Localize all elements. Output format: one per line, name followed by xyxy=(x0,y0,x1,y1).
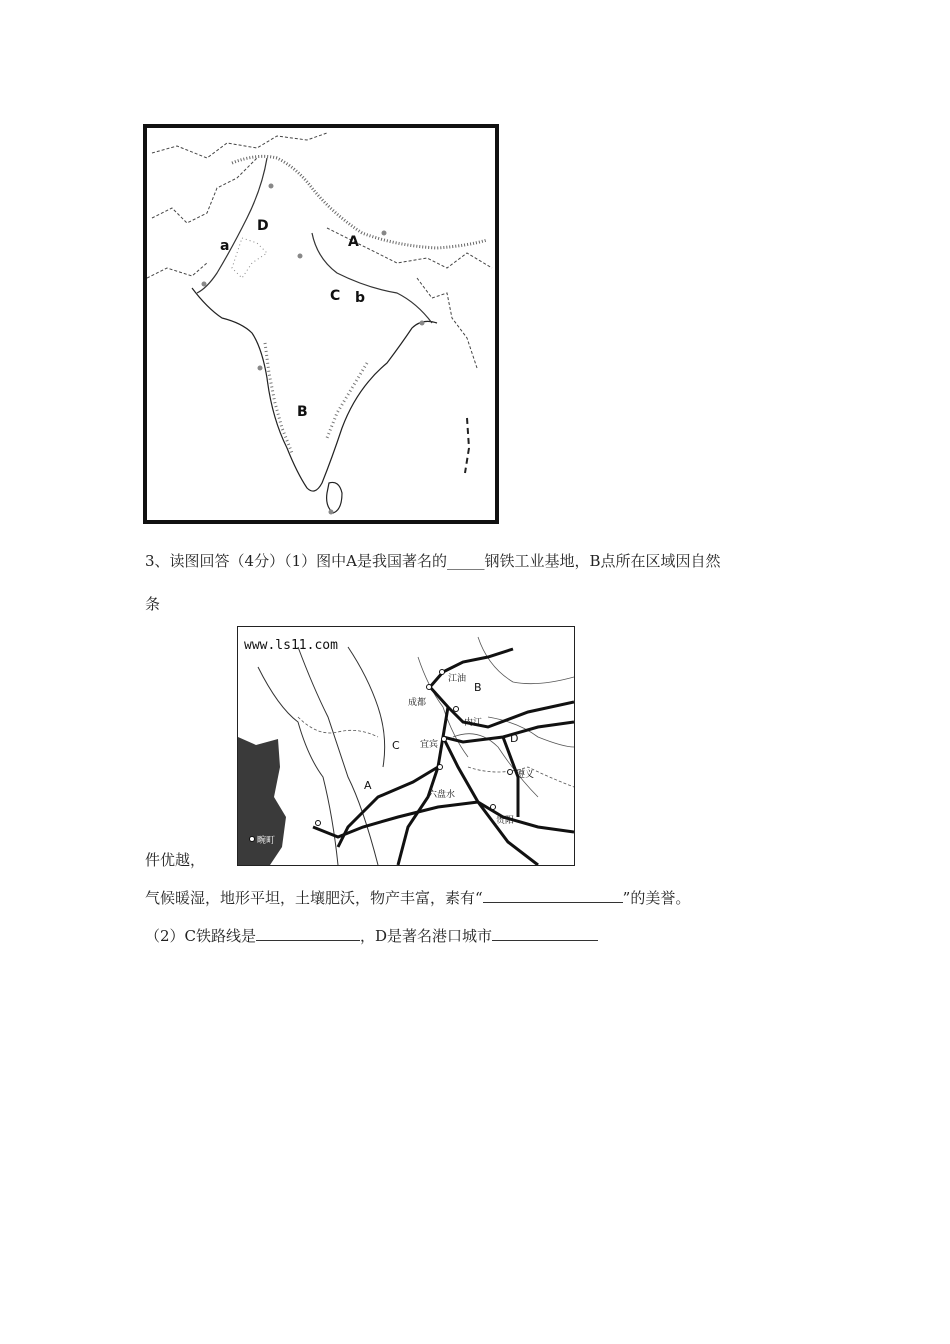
question-line-2: 条 xyxy=(145,595,161,613)
south-asia-map xyxy=(143,124,499,524)
map2-label-A: A xyxy=(364,779,372,792)
map2-watermark: www.ls11.com xyxy=(244,638,338,653)
map2-label-D: D xyxy=(510,732,519,745)
map1-label-A: A xyxy=(348,234,359,250)
answer-blank-railway[interactable] xyxy=(256,926,360,941)
question-line-5 xyxy=(145,926,598,946)
city-chengdu: 成都 xyxy=(408,698,427,708)
question-line-3: 件优越， xyxy=(145,851,206,869)
question-line-4-prefix: 气候暖湿，地形平坦，土壤肥沃，物产丰富，素有“ xyxy=(145,889,483,907)
question-line-4 xyxy=(145,888,690,908)
question-line-4-suffix: ”的美誉。 xyxy=(622,889,691,907)
question-line-5-prefix: （2）C铁路线是 xyxy=(145,927,257,945)
city-yibin: 宜宾 xyxy=(420,740,439,750)
southwest-china-map-svg xyxy=(238,627,574,865)
city-zunyi: 遵义 xyxy=(516,770,535,780)
map1-label-a: a xyxy=(220,238,230,254)
map1-label-C: C xyxy=(330,288,341,304)
map1-label-B: B xyxy=(297,404,308,420)
city-liupanshui: 六盘水 xyxy=(428,790,456,800)
city-wanding: 畹町 xyxy=(257,836,276,846)
answer-blank-nickname[interactable] xyxy=(483,888,623,903)
map2-label-B: B xyxy=(474,681,482,694)
question-line-5-middle: ，D是著名港口城市 xyxy=(360,927,493,945)
map1-label-D: D xyxy=(257,218,269,234)
south-asia-map-svg xyxy=(147,128,495,520)
question-line-1: 3、读图回答（4分）（1）图中A是我国著名的_____钢铁工业基地，B点所在区域因自然 xyxy=(145,552,721,570)
southwest-china-map xyxy=(237,626,575,866)
city-jiangyou: 江油 xyxy=(448,674,467,684)
map2-label-C: C xyxy=(392,739,400,752)
map1-label-b: b xyxy=(355,290,366,306)
answer-blank-port-city[interactable] xyxy=(492,926,598,941)
city-neijiang: 内江 xyxy=(464,718,483,728)
city-guiyang: 贵阳 xyxy=(496,816,515,826)
